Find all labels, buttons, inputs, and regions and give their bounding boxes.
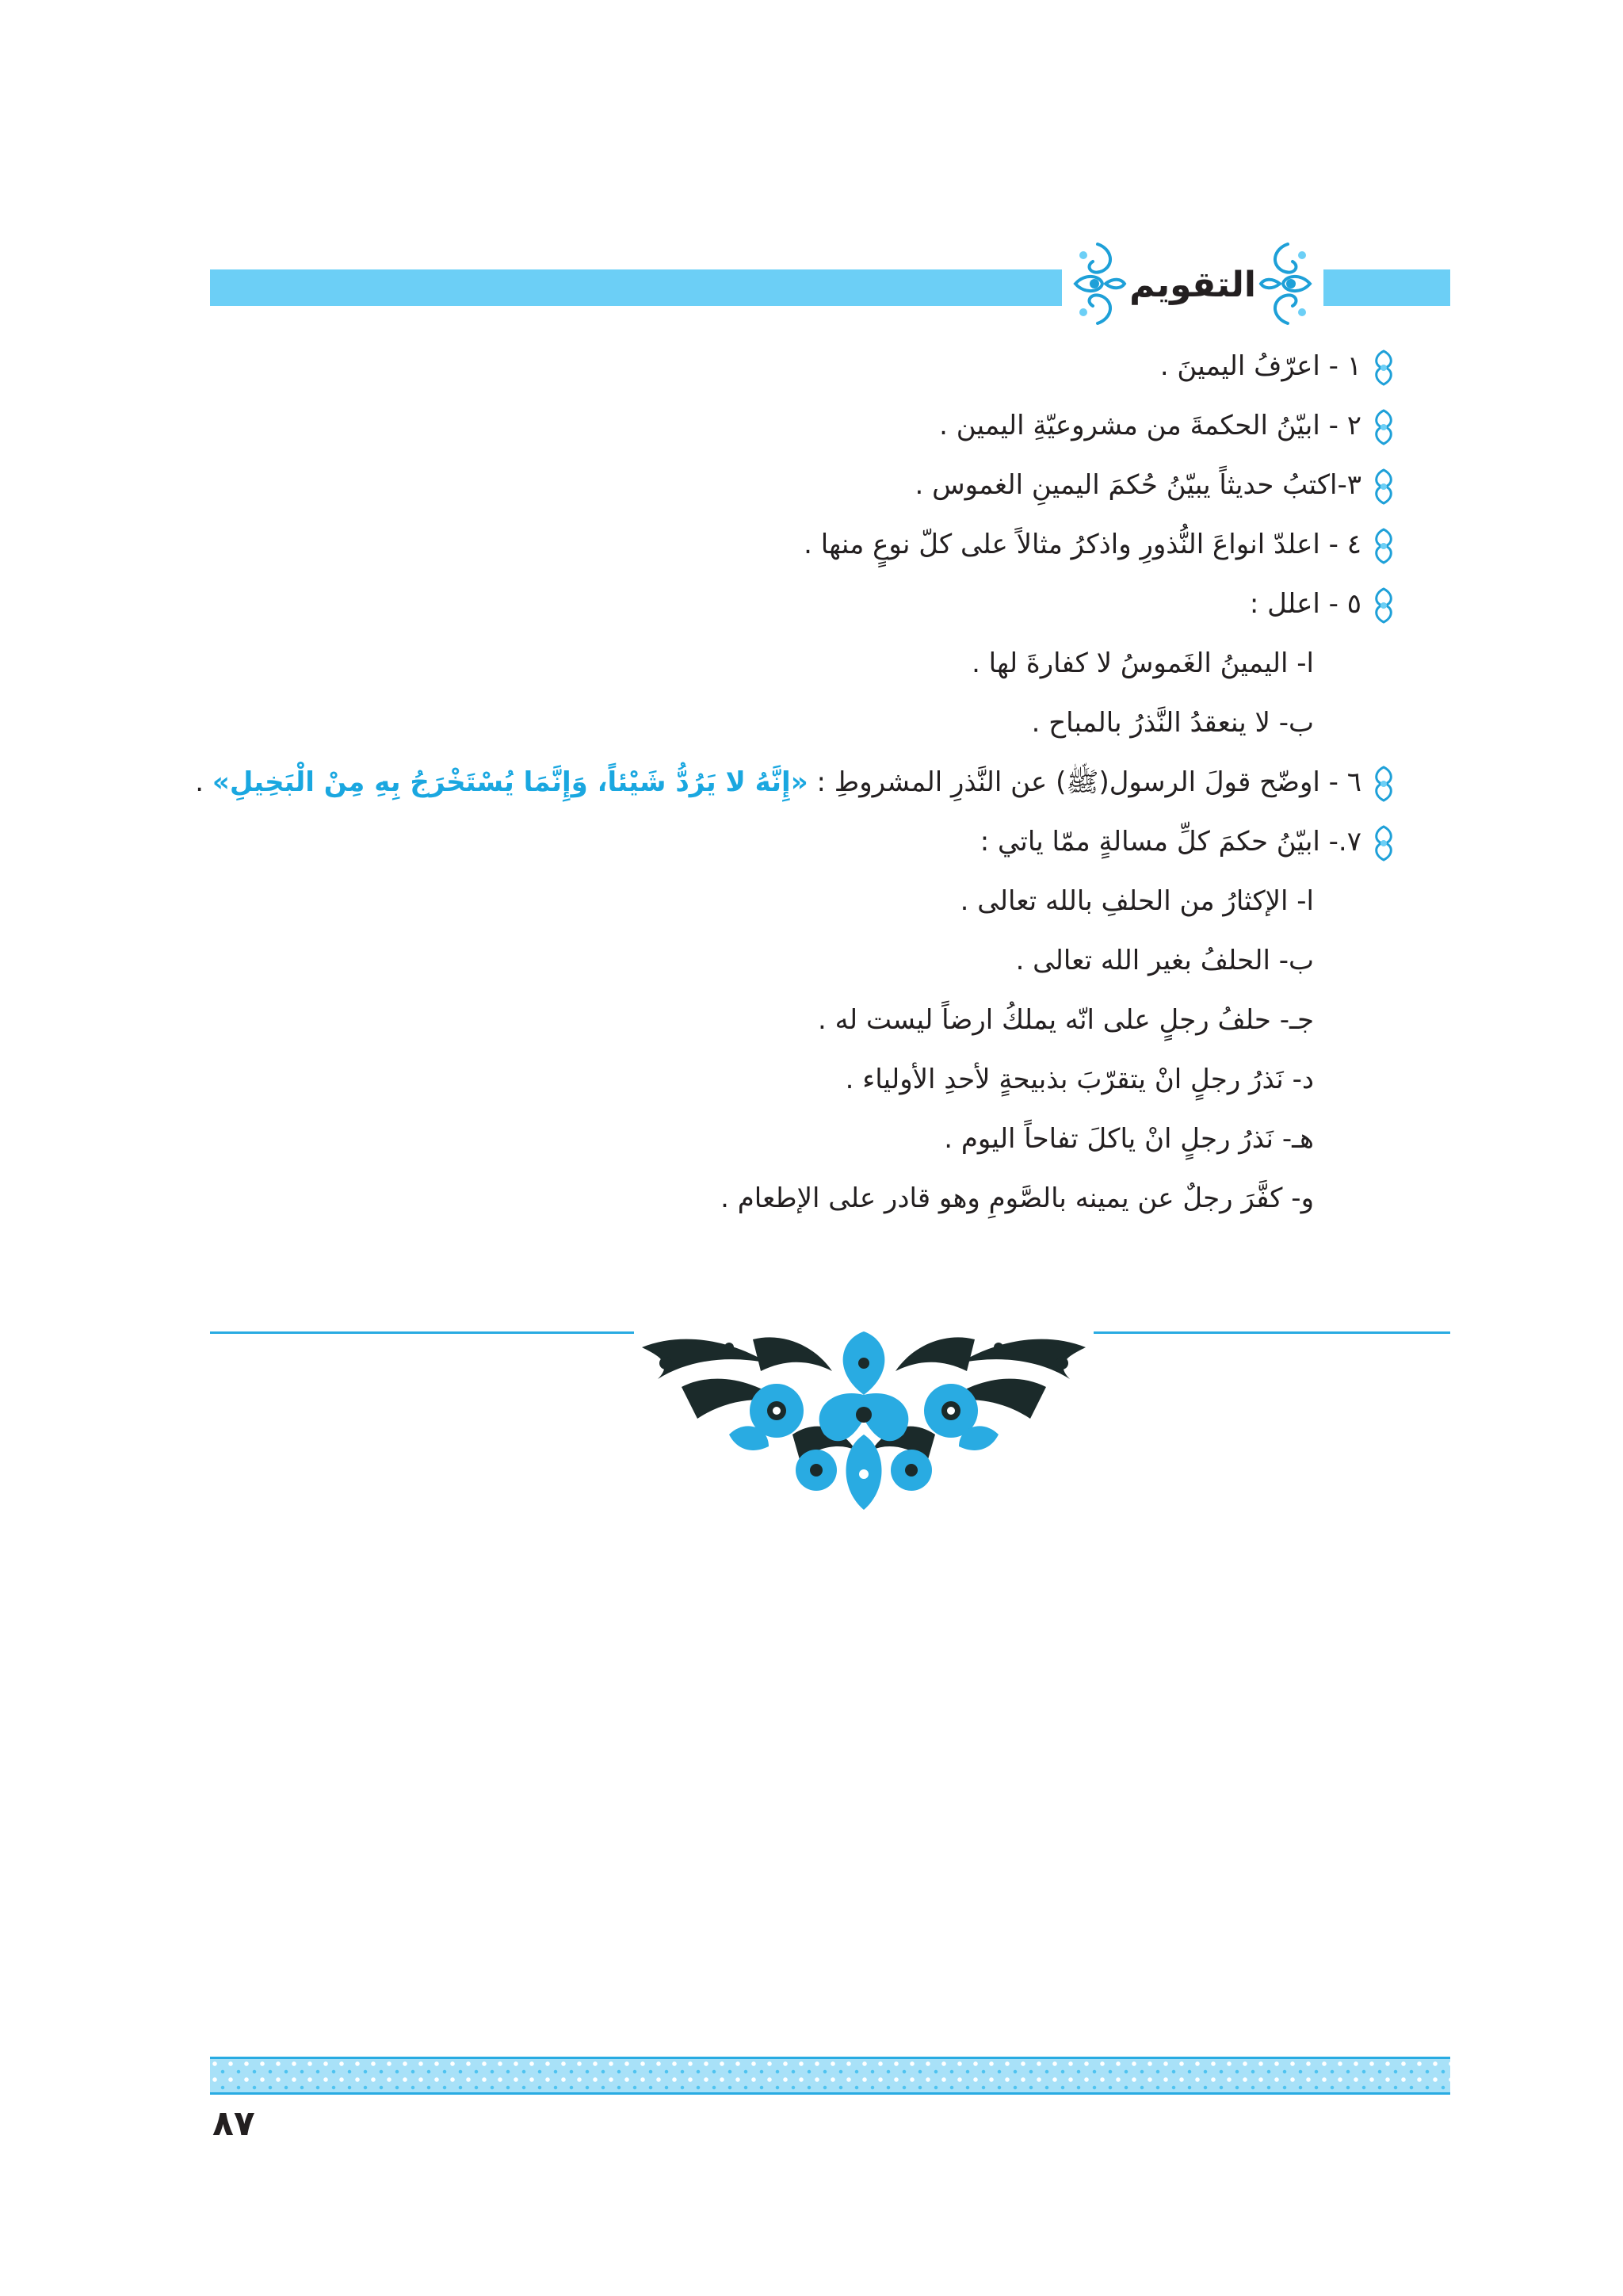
section-title: التقويم: [1129, 265, 1256, 305]
hadith-quote: «إِنَّهُ لا يَرُدُّ شَيْئاً، وَإِنَّمَا يُسْتَخْرَجُ بِهِ مِنْ الْبَخِيلِ»: [212, 766, 808, 798]
sub-item: [242, 872, 1400, 931]
sub-item-text: ب- الحلفُ بغير الله تعالى .: [1015, 945, 1314, 976]
question-text: ٤ - اعلدّ انواعَ النُّذورِ واذكرُ مثالاً على كلّ نوعٍ منها .: [804, 529, 1361, 560]
sub-item: [242, 931, 1400, 991]
question-item: [242, 575, 1400, 634]
floral-ornament: [634, 1316, 1094, 1518]
question-list: [195, 337, 1400, 1228]
question-lead: ٦ - اوضّح قولَ الرسول(ﷺ) عن النَّذرِ المشروطِ :: [816, 766, 1361, 798]
question-item: [195, 753, 1400, 812]
ornament-bullet-icon: [1368, 467, 1400, 506]
question-text: [195, 753, 1361, 812]
ornament-bullet-icon: [1368, 764, 1400, 804]
arabesque-ornament-icon: [1066, 238, 1129, 330]
ornament-bullet-icon: [1368, 526, 1400, 566]
question-text: ٣-اكتبُ حديثاً يبيّنُ حُكمَ اليمينِ الغموس .: [915, 469, 1361, 501]
sub-item: [242, 991, 1400, 1050]
sub-item: [242, 1110, 1400, 1169]
question-text: ٥ - اعلل :: [1249, 588, 1361, 620]
sub-item-text: ا- اليمينُ الغَموسُ لا كفارةَ لها .: [972, 648, 1314, 679]
question-text: ١ - اعرّفُ اليمينَ .: [1159, 350, 1361, 382]
sub-item-text: و- كفَّرَ رجلٌ عن يمينه بالصَّومِ وهو قادر على الإطعام .: [720, 1182, 1314, 1214]
question-item: [242, 515, 1400, 575]
question-end: .: [195, 766, 212, 798]
footer-band: [210, 2057, 1450, 2095]
question-item: [242, 456, 1400, 515]
sub-item-text: هـ- نَذرُ رجلٍ انْ ياكلَ تفاحاً اليوم .: [944, 1123, 1314, 1155]
arabesque-ornament-icon: [1256, 238, 1319, 330]
ornament-bullet-icon: [1368, 586, 1400, 625]
ornament-bullet-icon: [1368, 407, 1400, 447]
page-number: ٨٧: [212, 2103, 255, 2144]
sub-item: [242, 1169, 1400, 1228]
sub-item-text: جـ- حلفُ رجلٍ على انّه يملكُ ارضاً ليست له .: [817, 1004, 1314, 1036]
sub-item-text: ب- لا ينعقدُ النَّذرُ بالمباح .: [1031, 707, 1314, 739]
sub-item-text: ا- الإكثارُ من الحلفِ بالله تعالى .: [960, 885, 1314, 917]
ornament-bullet-icon: [1368, 823, 1400, 863]
sub-item-text: د- نَذرُ رجلٍ انْ يتقرّبَ بذبيحةٍ لأحدِ الأولياء .: [845, 1064, 1314, 1095]
question-item: [242, 396, 1400, 456]
question-item: [242, 337, 1400, 396]
question-text: ٧.- ابيّنُ حكمَ كلِّ مسالةٍ ممّا ياتي :: [980, 826, 1361, 858]
sub-item: [242, 1050, 1400, 1110]
sub-item: [242, 693, 1400, 753]
question-item: [242, 812, 1400, 872]
ornament-bullet-icon: [1368, 348, 1400, 388]
question-text: ٢ - ابيّنُ الحكمةَ من مشروعيّةِ اليمين .: [939, 410, 1361, 441]
sub-item: [242, 634, 1400, 693]
